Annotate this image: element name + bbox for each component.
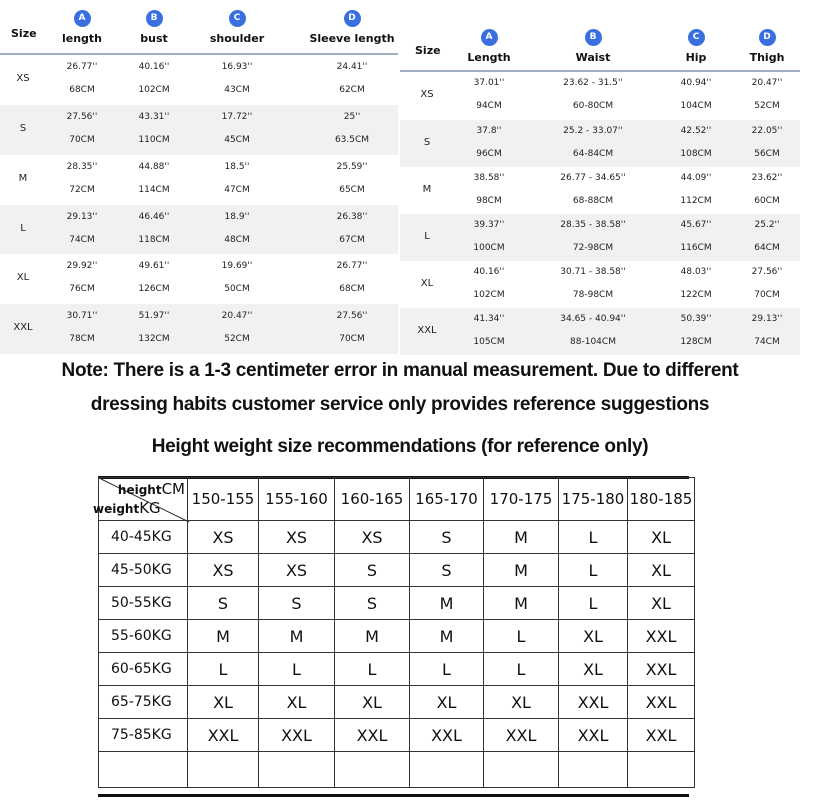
size-row-xl — [0, 254, 398, 304]
weight-range-label: 50-55KG — [99, 587, 188, 620]
cm-value: 76CM — [69, 284, 95, 294]
measurement-cell — [182, 261, 292, 294]
inch-value: 18.5'' — [224, 162, 250, 172]
table-header — [400, 0, 800, 72]
empty-cell — [99, 752, 188, 788]
letter-badge-icon: D — [759, 29, 776, 46]
cm-value: 110CM — [138, 135, 170, 145]
size-label: XS — [420, 89, 434, 100]
measurement-cell — [182, 112, 292, 145]
weight-word: weight — [93, 502, 140, 516]
recommended-size-cell: XXL — [559, 719, 628, 752]
empty-cell — [259, 752, 335, 788]
weight-unit: KG — [139, 499, 161, 517]
size-label: XXL — [13, 322, 33, 333]
recommended-size-cell: XL — [410, 686, 484, 719]
cm-value: 105CM — [473, 336, 505, 347]
inch-value: 16.93'' — [221, 61, 253, 72]
column-label: length — [61, 32, 103, 45]
inch-value: 17.72'' — [221, 112, 253, 122]
cm-value: 68-88CM — [572, 195, 614, 206]
cm-value: 50CM — [224, 284, 250, 294]
inch-value: 25.59'' — [336, 162, 368, 172]
cm-value: 63.5CM — [334, 135, 370, 145]
empty-cell — [628, 752, 695, 788]
letter-badge-icon: B — [585, 29, 602, 46]
size-label: XL — [16, 272, 30, 283]
inch-value: 19.69'' — [221, 261, 253, 271]
recommended-size-cell: XXL — [628, 686, 695, 719]
weight-range-label: 45-50KG — [99, 554, 188, 587]
measurement-cell — [297, 261, 407, 294]
recommended-size-cell: M — [410, 620, 484, 653]
cm-value: 128CM — [680, 336, 712, 347]
inch-value: 44.88'' — [138, 162, 170, 172]
measurement-cell — [434, 220, 544, 253]
cm-value: 52CM — [754, 101, 780, 111]
weight-range-label: 55-60KG — [99, 620, 188, 653]
cm-value: 74CM — [69, 234, 95, 245]
cm-value: 70CM — [69, 135, 95, 145]
measurement-cell — [434, 78, 544, 111]
recommended-size-cell: M — [259, 620, 335, 653]
recommended-size-cell: XL — [259, 686, 335, 719]
cm-value: 102CM — [138, 84, 170, 95]
column-header-shoulder — [187, 10, 287, 45]
empty-cell — [335, 752, 410, 788]
cm-value: 78CM — [69, 334, 95, 344]
measurement-cell — [712, 126, 822, 159]
height-weight-size-grid — [93, 477, 695, 788]
recommended-size-cell: XL — [335, 686, 410, 719]
empty-row — [99, 752, 695, 788]
letter-badge-icon: A — [481, 29, 498, 46]
cm-value: 60CM — [754, 195, 780, 206]
letter-badge-icon: B — [146, 10, 163, 27]
measurement-cell — [182, 212, 292, 245]
cm-value: 94CM — [476, 101, 502, 111]
inch-value: 29.13'' — [66, 211, 98, 222]
measurement-cell — [712, 267, 822, 300]
inch-value: 37.8'' — [476, 125, 502, 136]
recommended-size-cell: L — [559, 521, 628, 554]
column-label: Thigh — [749, 51, 785, 64]
cm-value: 62CM — [339, 84, 365, 95]
inch-value: 25'' — [343, 112, 361, 122]
measurement-cell — [297, 112, 407, 145]
size-column-header: Size — [415, 44, 441, 57]
cm-value: 70CM — [339, 334, 365, 344]
height-range-header: 155-160 — [259, 478, 335, 521]
cm-value: 52CM — [224, 334, 250, 344]
inch-value: 23.62'' — [751, 172, 783, 183]
recommended-size-cell: XS — [188, 554, 259, 587]
measurement-cell — [434, 173, 544, 206]
inch-value: 38.58'' — [473, 172, 505, 183]
inch-value: 29.92'' — [66, 261, 98, 271]
column-label: shoulder — [209, 32, 265, 45]
size-row-xl — [400, 261, 800, 308]
column-header-thigh — [717, 29, 817, 64]
recommended-size-cell: M — [188, 620, 259, 653]
cm-value: 60-80CM — [572, 101, 614, 111]
recommended-size-cell: L — [335, 653, 410, 686]
recommended-size-cell: XXL — [335, 719, 410, 752]
measurement-cell — [297, 311, 407, 344]
cm-value: 100CM — [473, 242, 505, 253]
measurement-cell — [712, 78, 822, 111]
recommended-size-cell: M — [484, 554, 559, 587]
cm-value: 74CM — [754, 336, 780, 347]
cm-value: 118CM — [138, 234, 170, 245]
size-row-xxl — [400, 308, 800, 355]
recommended-size-cell: M — [335, 620, 410, 653]
recommended-size-cell: S — [410, 554, 484, 587]
size-row-m — [0, 155, 398, 205]
cm-value: 88-104CM — [570, 336, 616, 347]
weight-row — [99, 620, 695, 653]
inch-value: 27.56'' — [66, 112, 98, 122]
inch-value: 25.2 - 33.07'' — [563, 125, 623, 136]
height-range-header: 180-185 — [628, 478, 695, 521]
height-unit: CM — [161, 480, 185, 498]
height-range-header: 170-175 — [484, 478, 559, 521]
measurement-cell — [434, 126, 544, 159]
size-label: XXL — [417, 324, 437, 336]
cm-value: 112CM — [680, 195, 712, 206]
recommended-size-cell: M — [484, 521, 559, 554]
inch-value: 41.34'' — [473, 313, 505, 324]
cm-value: 65CM — [339, 185, 365, 195]
weight-range-label: 75-85KG — [99, 719, 188, 752]
inch-value: 23.62 - 31.5'' — [563, 78, 623, 88]
inch-value: 29.13'' — [751, 313, 783, 324]
size-label: XS — [16, 72, 30, 84]
cm-value: 126CM — [138, 284, 170, 294]
size-label: XL — [420, 277, 434, 289]
recommended-size-cell: XL — [628, 554, 695, 587]
size-label: M — [18, 173, 28, 184]
recommended-size-cell: S — [410, 521, 484, 554]
measurement-note-line-1: Note: There is a 1-3 centimeter error in manual measurement. Due to different — [61, 360, 739, 381]
cm-value: 122CM — [680, 289, 712, 300]
weight-row — [99, 587, 695, 620]
measurement-cell — [712, 220, 822, 253]
inch-value: 34.65 - 40.94'' — [560, 313, 626, 324]
cm-value: 132CM — [138, 334, 170, 344]
measurement-cell — [538, 314, 648, 347]
size-label: L — [20, 222, 26, 234]
empty-cell — [484, 752, 559, 788]
inch-value: 40.94'' — [680, 78, 712, 88]
recommended-size-cell: XL — [559, 620, 628, 653]
letter-badge-icon: C — [688, 29, 705, 46]
inch-value: 44.09'' — [680, 172, 712, 183]
height-range-header: 175-180 — [559, 478, 628, 521]
inch-value: 26.77'' — [66, 61, 98, 72]
measurement-cell — [182, 62, 292, 95]
cm-value: 47CM — [224, 185, 250, 195]
cm-value: 68CM — [69, 84, 95, 95]
inch-value: 46.46'' — [138, 211, 170, 222]
recommended-size-cell: M — [484, 587, 559, 620]
column-label: Hip — [685, 51, 707, 64]
size-label: L — [424, 230, 430, 242]
letter-badge-icon: A — [74, 10, 91, 27]
measurement-cell — [297, 62, 407, 95]
weight-row — [99, 554, 695, 587]
recommended-size-cell: L — [559, 554, 628, 587]
column-label: Length — [467, 51, 511, 64]
bottom-garment-size-table — [400, 0, 800, 356]
cm-value: 102CM — [473, 289, 505, 300]
weight-range-label: 40-45KG — [99, 521, 188, 554]
height-axis-label — [118, 480, 185, 498]
weight-row — [99, 686, 695, 719]
recommended-size-cell: XXL — [559, 686, 628, 719]
inch-value: 22.05'' — [751, 125, 783, 136]
cm-value: 64CM — [754, 242, 780, 253]
inch-value: 50.39'' — [680, 313, 712, 324]
measurement-cell — [297, 162, 407, 195]
recommended-size-cell: L — [484, 620, 559, 653]
inch-value: 20.47'' — [751, 78, 783, 88]
empty-cell — [188, 752, 259, 788]
column-label: bust — [140, 32, 168, 45]
inch-value: 27.56'' — [336, 311, 368, 321]
measurement-cell — [182, 162, 292, 195]
recommended-size-cell: S — [259, 587, 335, 620]
grid-bottom-border — [98, 794, 689, 797]
inch-value: 45.67'' — [680, 219, 712, 230]
top-garment-size-table — [0, 0, 398, 355]
inch-value: 20.47'' — [221, 311, 253, 321]
size-label: S — [19, 123, 27, 134]
recommended-size-cell: XS — [259, 554, 335, 587]
height-header-row — [99, 478, 695, 521]
size-column-header: Size — [11, 27, 37, 40]
cm-value: 56CM — [754, 148, 780, 159]
recommended-size-cell: M — [410, 587, 484, 620]
measurement-cell — [712, 314, 822, 347]
inch-value: 37.01'' — [473, 78, 505, 88]
recommended-size-cell: XS — [335, 521, 410, 554]
inch-value: 30.71 - 38.58'' — [560, 266, 626, 277]
cm-value: 72CM — [69, 185, 95, 195]
recommended-size-cell: L — [188, 653, 259, 686]
cm-value: 114CM — [138, 185, 170, 195]
cm-value: 70CM — [754, 289, 780, 300]
measurement-cell — [434, 267, 544, 300]
recommended-size-cell: S — [335, 587, 410, 620]
recommended-size-cell: XXL — [628, 719, 695, 752]
empty-cell — [410, 752, 484, 788]
cm-value: 48CM — [224, 234, 250, 245]
inch-value: 28.35'' — [66, 162, 98, 172]
cm-value: 104CM — [680, 101, 712, 111]
recommended-size-cell: S — [188, 587, 259, 620]
recommended-size-cell: XXL — [484, 719, 559, 752]
weight-axis-label — [93, 499, 161, 517]
measurement-cell — [297, 212, 407, 245]
inch-value: 48.03'' — [680, 266, 712, 277]
inch-value: 30.71'' — [66, 311, 98, 321]
recommended-size-cell: XXL — [410, 719, 484, 752]
recommended-size-cell: XS — [259, 521, 335, 554]
size-row-s — [400, 120, 800, 167]
inch-value: 51.97'' — [138, 311, 170, 321]
inch-value: 26.38'' — [336, 211, 368, 222]
size-row-xs — [0, 54, 398, 105]
measurement-cell — [538, 173, 648, 206]
measurement-note-line-2: dressing habits customer service only provides reference suggestions — [90, 394, 710, 415]
recommended-size-cell: XL — [628, 587, 695, 620]
measurement-cell — [538, 267, 648, 300]
recommendation-title: Height weight size recommendations (for reference only) — [151, 436, 649, 457]
inch-value: 40.16'' — [138, 61, 170, 72]
size-row-l — [0, 205, 398, 254]
recommended-size-cell: XXL — [188, 719, 259, 752]
recommended-size-cell: L — [259, 653, 335, 686]
table-header — [0, 0, 398, 55]
inch-value: 42.52'' — [680, 125, 712, 136]
height-range-header: 150-155 — [188, 478, 259, 521]
size-row-xxl — [0, 304, 398, 354]
recommended-size-cell: XL — [484, 686, 559, 719]
size-row-s — [0, 105, 398, 155]
height-range-header: 165-170 — [410, 478, 484, 521]
measurement-cell — [538, 126, 648, 159]
cm-value: 78-98CM — [572, 289, 614, 300]
letter-badge-icon: C — [229, 10, 246, 27]
weight-row — [99, 521, 695, 554]
inch-value: 43.31'' — [138, 112, 170, 122]
inch-value: 28.35 - 38.58'' — [560, 219, 626, 230]
recommended-size-cell: L — [559, 587, 628, 620]
recommended-size-cell: XXL — [628, 653, 695, 686]
height-range-header: 160-165 — [335, 478, 410, 521]
inch-value: 27.56'' — [751, 266, 783, 277]
cm-value: 64-84CM — [572, 148, 614, 159]
recommended-size-cell: S — [335, 554, 410, 587]
cm-value: 45CM — [224, 135, 250, 145]
measurement-cell — [182, 311, 292, 344]
cm-value: 43CM — [224, 84, 250, 95]
cm-value: 98CM — [476, 195, 502, 206]
inch-value: 49.61'' — [138, 261, 170, 271]
inch-value: 26.77'' — [336, 261, 368, 271]
measurement-cell — [538, 220, 648, 253]
cm-value: 96CM — [476, 148, 502, 159]
weight-row — [99, 653, 695, 686]
recommended-size-cell: XL — [559, 653, 628, 686]
measurement-cell — [434, 314, 544, 347]
recommended-size-cell: L — [484, 653, 559, 686]
letter-badge-icon: D — [344, 10, 361, 27]
cm-value: 67CM — [339, 234, 365, 245]
recommended-size-cell: XL — [188, 686, 259, 719]
column-header-sleeve-length — [302, 10, 402, 45]
inch-value: 39.37'' — [473, 219, 505, 230]
size-row-l — [400, 214, 800, 261]
measurement-cell — [712, 173, 822, 206]
size-label: M — [422, 183, 432, 195]
height-word: height — [117, 483, 162, 497]
recommended-size-cell: XXL — [628, 620, 695, 653]
size-row-xs — [400, 72, 800, 120]
inch-value: 26.77 - 34.65'' — [560, 172, 626, 183]
weight-range-label: 60-65KG — [99, 653, 188, 686]
weight-row — [99, 719, 695, 752]
inch-value: 24.41'' — [336, 61, 368, 72]
inch-value: 40.16'' — [473, 266, 505, 277]
column-header-waist — [543, 29, 643, 64]
cm-value: 116CM — [680, 242, 712, 253]
recommended-size-cell: XXL — [259, 719, 335, 752]
inch-value: 25.2'' — [754, 219, 780, 230]
cm-value: 108CM — [680, 148, 712, 159]
inch-value: 18.9'' — [224, 211, 250, 222]
cm-value: 68CM — [339, 284, 365, 294]
size-label: S — [423, 136, 431, 148]
recommended-size-cell: XL — [628, 521, 695, 554]
column-label: Sleeve length — [309, 32, 395, 45]
recommended-size-cell: L — [410, 653, 484, 686]
column-label: Waist — [575, 51, 611, 64]
empty-cell — [559, 752, 628, 788]
measurement-cell — [538, 78, 648, 111]
recommended-size-cell: XS — [188, 521, 259, 554]
column-header-length — [439, 29, 539, 64]
corner-header-cell — [93, 478, 188, 521]
size-row-m — [400, 167, 800, 214]
cm-value: 72-98CM — [572, 242, 614, 253]
weight-range-label: 65-75KG — [99, 686, 188, 719]
